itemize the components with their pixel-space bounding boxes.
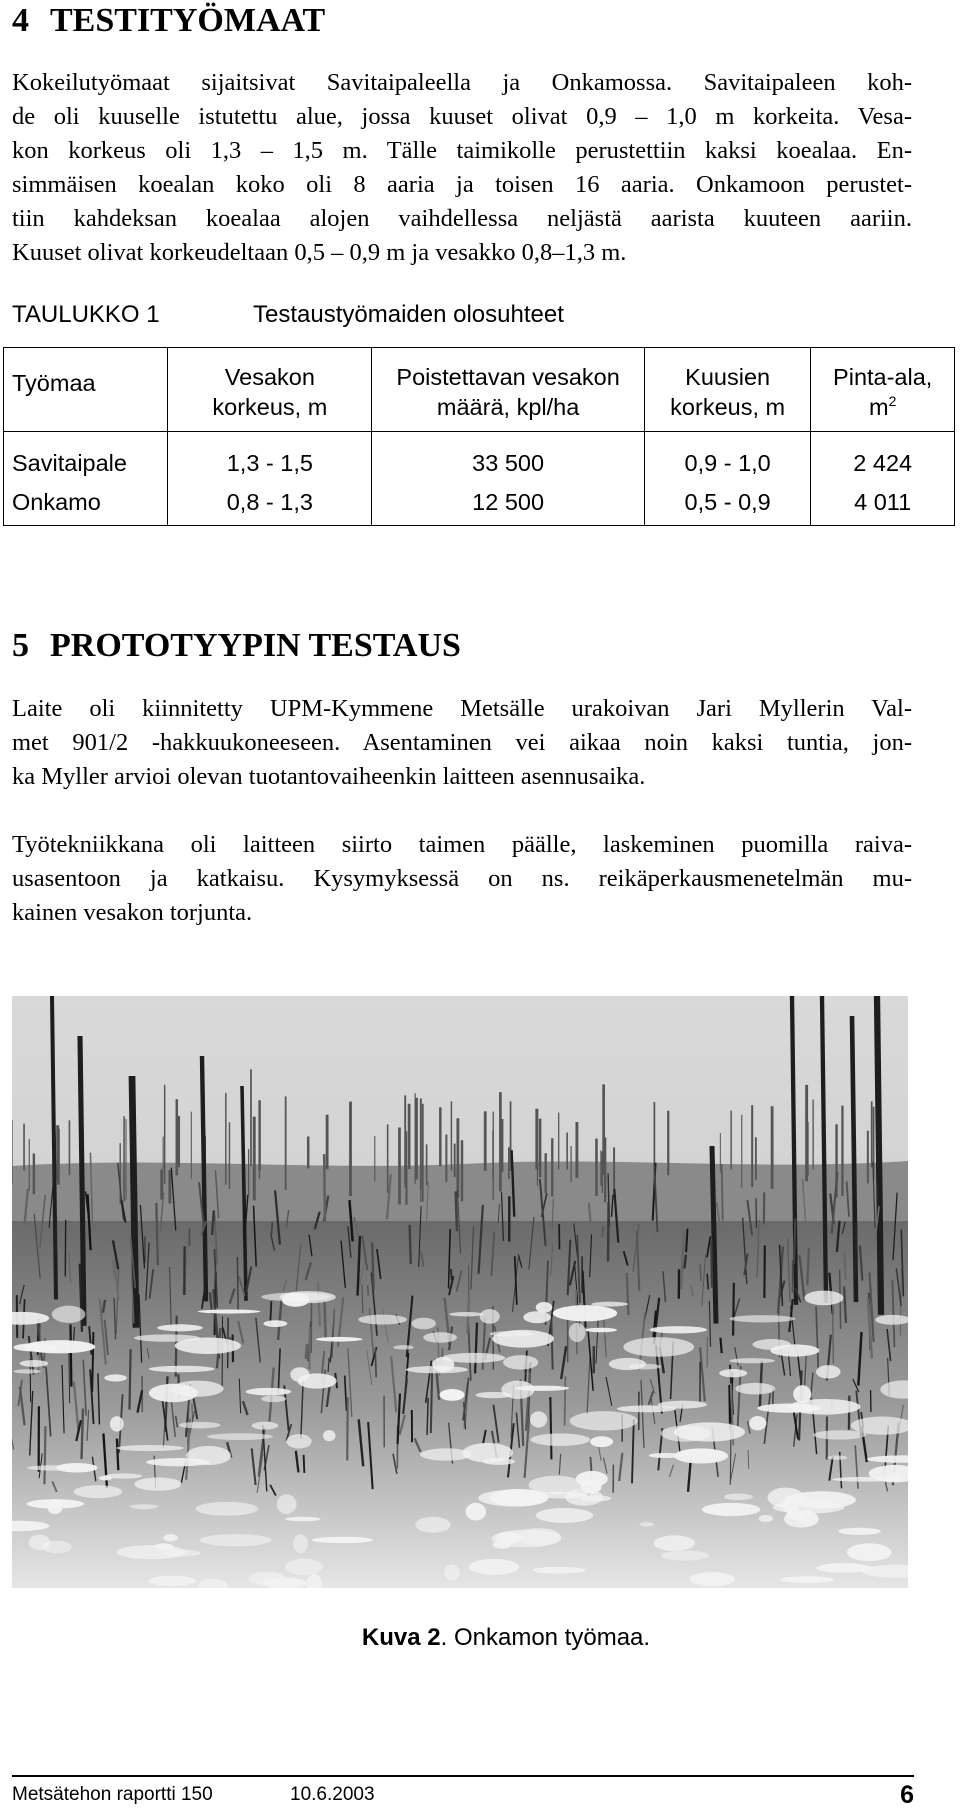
table-cell: 12 500 [372,480,645,526]
snow-patch [480,1309,500,1324]
shrub-stem [117,1439,118,1471]
figure-label: Kuva 2 [361,1624,441,1651]
snow-patch [412,1318,436,1330]
paragraph-line: simmäisen koealan koko oli 8 aaria ja toisen 16 aaria. Onkamoon perustet- [12,171,912,198]
snow-patch [516,1528,561,1545]
snow-patch [312,1537,373,1543]
snow-patch [735,1383,775,1395]
shrub-stem [794,1218,795,1264]
snow-patch [134,1334,200,1341]
shrub-stem [456,1191,457,1231]
shrub-stem [92,1332,93,1392]
snow-patch [163,1534,178,1541]
snow-patch [617,1405,676,1412]
shrub-stem [192,1404,193,1420]
shrub-stem [686,1229,687,1253]
shrub-stem [720,1338,721,1354]
snow-patch [827,1455,847,1459]
table-cell: 1,3 - 1,5 [168,432,372,480]
shrub-stem [431,1365,432,1433]
shrub-stem [576,1290,577,1355]
shrub-stem [324,1154,325,1222]
shrub-stem [304,1455,305,1473]
shrub-stem [271,1222,272,1235]
snow-patch [469,1559,519,1575]
section-number: 4 [12,2,29,39]
snow-patch [130,1504,158,1509]
snow-patch [490,1331,534,1336]
snow-patch [157,1324,203,1331]
table-cell: Onkamo [4,480,168,526]
snow-patch [20,1360,49,1367]
snow-patch [261,1293,330,1302]
snow-patch [323,1430,336,1441]
snow-patch [816,1563,871,1573]
shrub-stem [410,1225,411,1264]
table-cell: Savitaipale [4,432,168,480]
snow-patch [482,1458,515,1465]
section-paragraph [12,692,912,794]
shrub-stem [714,1278,715,1290]
snow-patch [838,1528,881,1535]
snow-patch [523,1311,551,1323]
snow-patch [847,1543,892,1561]
shrub-stem [711,1241,712,1288]
section-number: 5 [12,627,29,664]
snow-patch [261,1396,286,1403]
snow-patch [148,1576,195,1586]
figure-caption-text: . Onkamon työmaa. [440,1624,651,1651]
snow-patch [149,1384,198,1402]
snow-patch [42,1541,72,1553]
snow-patch [110,1416,124,1431]
shrub-stem [362,1284,363,1313]
forest-photo [12,996,908,1588]
shrub-stem [306,1344,307,1359]
snow-patch [729,1315,795,1322]
snow-patch [52,1306,86,1323]
snow-patch [702,1503,760,1516]
shrub-stem [807,1248,809,1285]
tree-trunk [877,996,881,1315]
snow-patch [530,1411,547,1427]
table-cell: 4 011 [811,480,955,526]
paragraph-line: tiin kahdeksan koealaa alojen vaihdellessa neljästä aarista kuuteen aariin. [12,205,912,232]
footer-rule [12,1775,914,1777]
snow-patch [489,1489,548,1507]
snow-patch [466,1503,487,1521]
snow-patch [654,1535,695,1551]
shrub-stem [684,1255,685,1269]
shrub-stem [375,1348,376,1377]
snow-patch [27,1499,84,1508]
snow-patch [415,1517,450,1533]
snow-patch [207,1433,273,1440]
snow-patch [492,1541,511,1549]
snow-patch [134,1477,182,1490]
snow-patch [444,1564,460,1580]
snow-patch [729,1358,774,1363]
footer-date: 10.6.2003 [290,1784,375,1805]
shrub-stem [565,1376,566,1425]
snow-patch [724,1493,753,1500]
shrub-stem [550,1397,551,1459]
snow-patch [316,1337,363,1342]
table-cell: 2 424 [811,432,955,480]
snow-patch [198,1309,261,1313]
shrub-stem [368,1285,369,1295]
snow-patch [285,1559,324,1575]
paragraph-line: kon korkeus oli 1,3 – 1,5 m. Tälle taimikolle perustettiin kaksi koealaa. En- [12,137,912,164]
paragraph-line: de oli kuuselle istutettu alue, jossa kuuset olivat 0,9 – 1,0 m korkeita. Vesa- [12,103,912,130]
table-label: TAULUKKO 1 [12,301,160,328]
snow-patch [14,1369,41,1373]
snow-patch [784,1510,819,1527]
snow-patch [816,1365,841,1378]
shrub-stem [855,1223,856,1279]
snow-patch [179,1422,221,1429]
snow-patch [196,1502,258,1516]
snow-patch [423,1332,457,1343]
figure-caption [0,1623,960,1653]
snow-patch [570,1411,638,1430]
paragraph-line: kainen vesakon torjunta. [12,899,253,926]
column-header: Työmaa [4,348,168,432]
paragraph-line: Laite oli kiinnitetty UPM-Kymmene Metsälle urakoivan Jari Myllerin Val- [12,695,912,722]
snow-patch [393,1345,414,1349]
snow-patch [749,1416,766,1431]
snow-patch [649,1453,683,1458]
conditions-table [3,347,955,526]
table-row [4,480,955,526]
paragraph-line: ka Myller arvioi olevan tuotantovaiheenkin laitteen asennusaika. [12,763,646,790]
snow-patch [674,1448,728,1463]
shrub-stem [129,1349,130,1409]
table-row [4,432,955,480]
shrub-stem [324,1302,325,1339]
table-cell: 0,5 - 0,9 [644,480,810,526]
snow-patch [639,1522,654,1526]
snow-patch [146,1458,210,1466]
snow-patch [442,1353,505,1363]
shrub-stem [156,1203,158,1265]
snow-patch [623,1337,694,1356]
snow-patch [200,1534,272,1546]
shrub-stem [451,1269,452,1280]
snow-patch [530,1433,590,1446]
shrub-stem [608,1202,609,1261]
snow-patch [503,1355,538,1369]
shrub-stem [700,1264,701,1281]
shrub-stem [44,1426,45,1484]
section-title: PROTOTYYPIN TESTAUS [50,627,461,664]
snow-patch [759,1515,773,1522]
column-header: Kuusien korkeus, m [644,348,810,432]
column-header: Vesakon korkeus, m [168,348,372,432]
section-paragraph [12,828,912,930]
shrub-stem [70,1324,71,1386]
snow-patch [535,1492,587,1499]
snow-patch [649,1326,707,1333]
snow-patch [104,1374,127,1381]
paragraph-line: Työtekniikkana oli laitteen siirto taimen päälle, laskeminen puomilla raiva- [12,831,912,858]
snow-patch [674,1422,745,1441]
snow-patch [786,1491,855,1508]
snow-patch [804,1291,843,1306]
shrub-stem [237,1257,238,1313]
shrub-stem [602,1227,603,1237]
snow-patch [590,1436,613,1447]
snow-patch [285,1517,320,1521]
page-number: 6 [900,1781,914,1809]
section-paragraph [12,66,912,270]
snow-patch [532,1567,585,1574]
shrub-stem [551,1318,552,1370]
snow-patch [536,1508,593,1523]
snow-patch [246,1388,292,1396]
shrub-stem [729,1385,730,1423]
snow-patch [813,1430,866,1439]
shrub-stem [372,1242,374,1289]
snow-patch [149,1366,215,1372]
snow-patch [585,1328,617,1332]
snow-patch [770,1344,819,1356]
snow-patch [252,1422,278,1430]
snow-patch [117,1545,186,1559]
snow-patch [553,1305,617,1321]
snow-patch [501,1381,534,1399]
shrub-stem [733,1283,734,1336]
shrub-stem [722,1164,723,1220]
page-footer [12,1780,914,1810]
snow-patch [536,1302,553,1313]
column-header: Poistettavan vesakon määrä, kpl/ha [372,348,645,432]
paragraph-line: met 901/2 -hakkuukoneeseen. Asentaminen vei aikaa noin kaksi tuntia, jon- [12,729,912,756]
footer-publication: Metsätehon raportti 150 [12,1784,213,1805]
paragraph-line: usasentoon ja katkaisu. Kysymyksessä on ns. reikäperkausmenetelmän mu- [12,865,912,892]
snow-patch [661,1551,709,1561]
shrub-stem [82,1409,83,1459]
paragraph-line: Kokeilutyömaat sijaitsivat Savitaipaleella ja Onkamossa. Savitaipaleen koh- [12,69,912,96]
shrub-stem [844,1252,845,1280]
snow-patch [757,1403,820,1412]
snow-patch [449,1312,483,1316]
snow-patch [780,1576,834,1583]
table-cell: 0,9 - 1,0 [644,432,810,480]
table-title: Testaustyömaiden olosuhteet [253,301,564,328]
section-title: TESTITYÖMAAT [50,2,326,39]
snow-patch [290,1367,309,1382]
snow-patch [262,1578,308,1588]
snow-patch [99,1476,112,1481]
snow-patch [277,1494,297,1514]
snow-patch [569,1323,586,1342]
snow-patch [719,1369,747,1377]
column-header: Pinta-ala, $m^2$ [811,348,955,432]
table-header-row [4,348,955,432]
snow-patch [286,1434,311,1448]
snow-patch [358,1315,407,1325]
snow-patch [116,1445,184,1451]
snow-patch [74,1485,123,1498]
table-cell: 0,8 - 1,3 [168,480,372,526]
snow-patch [689,1572,735,1586]
snow-patch [23,1340,95,1353]
snow-patch [27,1465,91,1470]
section-heading [12,0,325,42]
paragraph-line: Kuuset olivat korkeudeltaan 0,5 – 0,9 m ja vesakko 0,8–1,3 m. [12,239,627,266]
table-cell: 33 500 [372,432,645,480]
snow-patch [628,1364,661,1370]
snow-patch [263,1320,287,1327]
snow-patch [293,1534,308,1553]
shrub-stem [707,1274,708,1290]
snow-patch [581,1479,602,1493]
shrub-stem [347,1397,348,1460]
snow-patch [439,1389,464,1401]
section-heading [12,625,461,667]
